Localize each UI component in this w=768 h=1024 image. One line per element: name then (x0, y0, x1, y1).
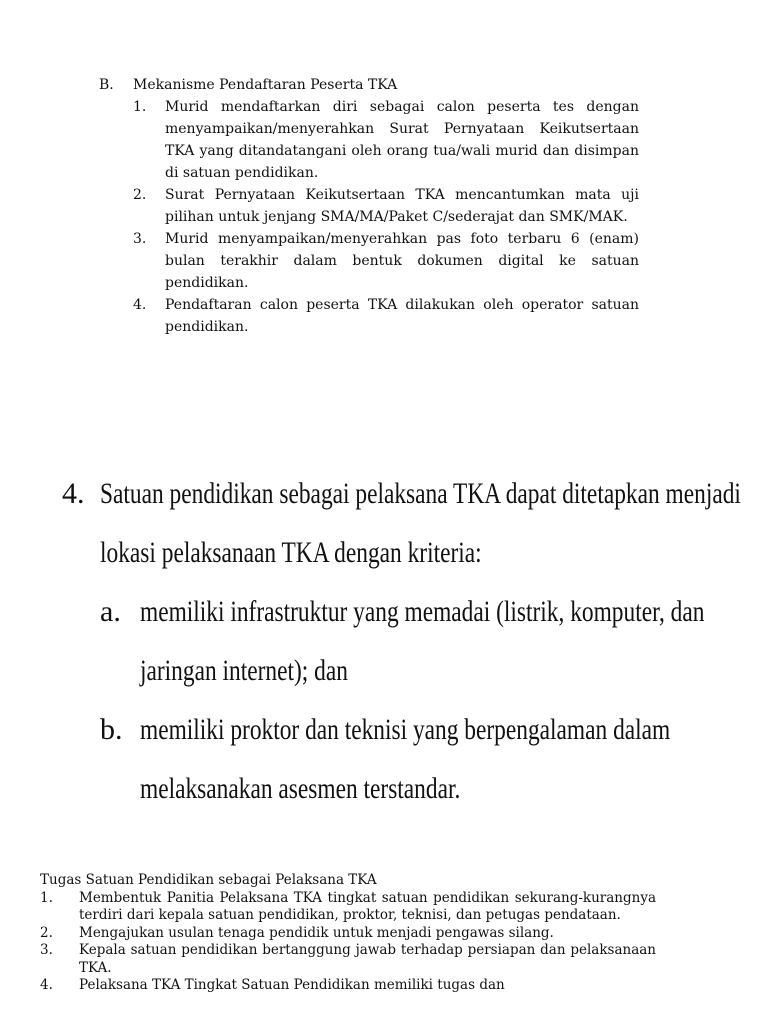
list-item-number: 3. (40, 942, 53, 958)
list-item (133, 228, 639, 294)
criteria-letter: a. (100, 595, 121, 628)
list-item-text: Surat Pernyataan Keikutsertaan TKA mencantumkan mata uji pilihan untuk jenjang SMA/MA/Paket C/sederajat dan SMK/MAK. (165, 187, 639, 225)
section-tugas-title: Tugas Satuan Pendidikan sebagai Pelaksana TKA (40, 872, 377, 888)
list-item-text: Membentuk Panitia Pelaksana TKA tingkat satuan pendidikan sekurang-kurangnya terdiri dari kepala satuan pendidikan, proktor, teknisi, dan petugas pendataan. (79, 889, 656, 923)
section-b-title: Mekanisme Pendaftaran Peserta TKA (133, 77, 398, 93)
section-b (99, 74, 639, 338)
criteria-item (100, 582, 705, 700)
section-4-criteria (62, 582, 705, 818)
criteria-line-2: melaksanakan asesmen terstandar. (140, 772, 461, 805)
list-item (40, 925, 656, 943)
list-item (40, 977, 656, 995)
list-item-text: Pelaksana TKA Tingkat Satuan Pendidikan memiliki tugas dan (79, 977, 505, 993)
list-item-number: 4. (40, 977, 53, 993)
list-item (40, 942, 656, 977)
section-4-line-1: Satuan pendidikan sebagai pelaksana TKA dapat ditetapkan menjadi (100, 477, 741, 510)
list-item-number: 1. (40, 889, 53, 906)
list-item-number: 3. (133, 231, 147, 247)
list-item (133, 184, 639, 228)
section-4-line-2: lokasi pelaksanaan TKA dengan kriteria: (100, 536, 482, 569)
criteria-line-1: memiliki infrastruktur yang memadai (listrik, komputer, dan (140, 595, 705, 628)
section-4-heading (62, 464, 741, 582)
criteria-line-1: memiliki proktor dan teknisi yang berpengalaman dalam (140, 713, 671, 746)
criteria-line-2: jaringan internet); dan (140, 654, 348, 687)
list-item (133, 96, 639, 184)
list-item (133, 294, 639, 338)
list-item-text: Pendaftaran calon peserta TKA dilakukan oleh operator satuan pendidikan. (165, 297, 639, 335)
section-b-label: B. (99, 77, 114, 93)
section-b-list (99, 96, 639, 338)
criteria-letter: b. (100, 713, 123, 746)
list-item-number: 2. (40, 924, 53, 941)
list-item-text: Murid mendaftarkan diri sebagai calon peserta tes dengan menyampaikan/menyerahkan Surat Pernyataan Keikutsertaan TKA yang ditandatangani oleh orang tua/wali murid dan disimpan di satuan pendidikan. (165, 99, 639, 181)
section-tugas (40, 872, 656, 995)
list-item-text: Murid menyampaikan/menyerahkan pas foto terbaru 6 (enam) bulan terakhir dalam bentuk dokumen digital ke satuan pendidikan. (165, 231, 639, 291)
list-item-number: 1. (133, 99, 147, 115)
list-item (40, 890, 656, 925)
section-b-heading (99, 74, 639, 96)
section-tugas-list (40, 890, 656, 995)
section-4 (62, 464, 741, 818)
list-item-number: 4. (133, 297, 147, 313)
criteria-item (100, 700, 671, 818)
list-item-text: Mengajukan usulan tenaga pendidik untuk menjadi pengawas silang. (79, 924, 554, 941)
section-4-number: 4. (62, 477, 85, 510)
list-item-number: 2. (133, 187, 147, 203)
list-item-text: Kepala satuan pendidikan bertanggung jawab terhadap persiapan dan pelaksanaan TKA. (79, 942, 656, 976)
